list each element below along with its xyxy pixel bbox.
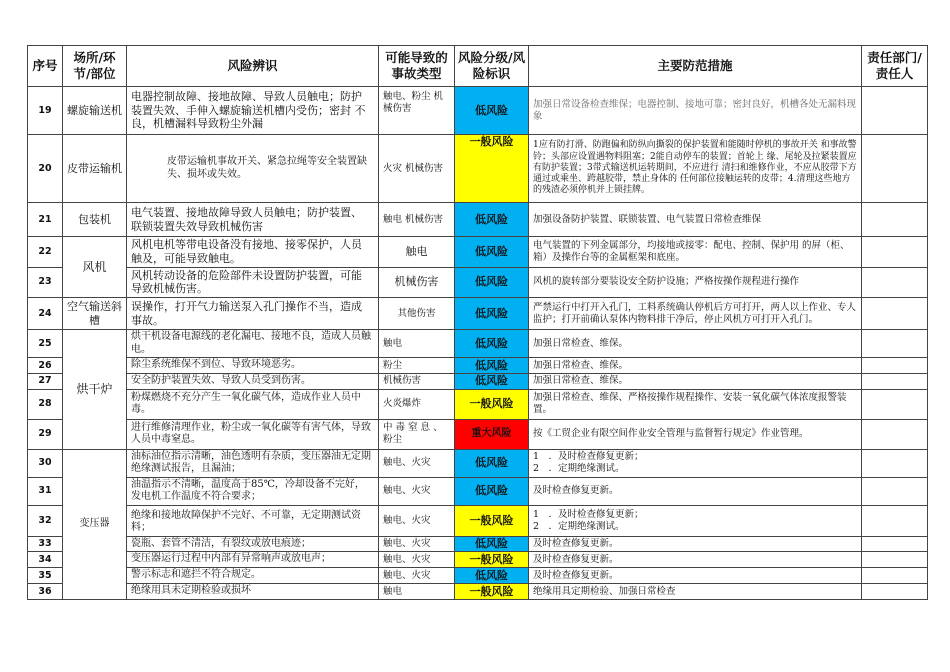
row-level: 低风险 (455, 568, 529, 584)
header-risk: 风险辨识 (127, 46, 379, 87)
table-header-row (28, 46, 928, 87)
row-no: 23 (28, 267, 63, 298)
row-risk: 烘干机设备电源线的老化漏电、接地不良，造成人员触电。 (127, 330, 379, 358)
row-risk: 除尘系统维保不到位、导致环境恶劣。 (127, 358, 379, 374)
row-no: 24 (28, 298, 63, 330)
row-measures: 加强日常检查、维保。 (529, 358, 862, 374)
row-risk: 电气装置、接地故障导致人员触电；防护装置、 联锁装置失效导致机械伤害 (127, 203, 379, 237)
row-dept (862, 135, 928, 203)
row-level: 低风险 (455, 477, 529, 505)
row-measures: 严禁运行中打开入孔门，工料系统确认停机后方可打开，两人以上作业、专人监护；打开前确认泵体内物料排干净后，停止风机方可打开入孔门。 (529, 298, 862, 330)
row-dept (862, 358, 928, 374)
row-accident: 触电 (379, 330, 455, 358)
header-no: 序号 (28, 46, 63, 87)
row-place: 空气输送斜槽 (63, 298, 127, 330)
row-no: 31 (28, 477, 63, 505)
row-no: 25 (28, 330, 63, 358)
row-dept (862, 298, 928, 330)
table-row (28, 358, 928, 374)
row-accident: 粉尘 (379, 358, 455, 374)
row-level: 重大风险 (455, 419, 529, 449)
table-row (28, 419, 928, 449)
row-measures: 及时检查修复更新。 (529, 536, 862, 552)
row-risk: 电器控制故障、接地故障、导致人员触电；防护 装置失效、手伸入螺旋输送机槽内受伤；密封 不 良，机槽漏料导致粉尘外漏 (127, 87, 379, 135)
row-accident: 触电、火灾 (379, 536, 455, 552)
row-accident: 机械伤害 (379, 374, 455, 390)
row-level: 低风险 (455, 536, 529, 552)
row-accident: 中 毒 窒 息 、 粉尘 (379, 419, 455, 449)
table-row (28, 584, 928, 600)
risk-table (27, 45, 928, 600)
row-level: 低风险 (455, 298, 529, 330)
row-level: 一般风险 (455, 389, 529, 419)
table-row (28, 267, 928, 298)
row-place: 皮带运输机 (63, 135, 127, 203)
row-measures: 及时检查修复更新。 (529, 477, 862, 505)
row-no: 26 (28, 358, 63, 374)
row-risk: 误操作，打开气力输送泵入孔门操作不当，造成 事故。 (127, 298, 379, 330)
row-no: 28 (28, 389, 63, 419)
row-measures: 绝缘用具定期检验、加强日常检查 (529, 584, 862, 600)
row-risk: 风机转动设备的危险部件未设置防护装置，可能 导致机械伤害。 (127, 267, 379, 298)
row-risk: 绝缘和接地故障保护不完好、不可靠，无定期测试资料； (127, 505, 379, 536)
row-risk: 皮带运输机事故开关、紧急拉绳等安全装置缺失、损坏或失效。 (127, 135, 379, 203)
row-risk: 油标油位指示清晰，油色透明有杂质，变压器油无定期绝缘测试报告，且漏油； (127, 449, 379, 477)
row-risk: 粉煤燃烧不充分产生一氧化碳气体，造成作业人员中毒。 (127, 389, 379, 419)
row-risk: 瓷瓶、套管不清洁，有裂纹或放电痕迹； (127, 536, 379, 552)
row-no: 19 (28, 87, 63, 135)
table-row (28, 505, 928, 536)
table-row (28, 389, 928, 419)
row-accident: 触电、火灾 (379, 568, 455, 584)
row-accident: 火灾 机械伤害 (379, 135, 455, 203)
row-accident: 触电、火灾 (379, 449, 455, 477)
row-dept (862, 389, 928, 419)
row-accident: 触电、火灾 (379, 552, 455, 568)
row-dept (862, 505, 928, 536)
table-row (28, 477, 928, 505)
row-no: 27 (28, 374, 63, 390)
row-risk: 警示标志和遮拦不符合规定。 (127, 568, 379, 584)
row-accident: 触电、火灾 (379, 505, 455, 536)
row-risk: 油温指示不清晰，温度高于85℃，冷却设备不完好，发电机工作温度不符合要求； (127, 477, 379, 505)
table-row (28, 237, 928, 268)
row-place: 包装机 (63, 203, 127, 237)
row-accident: 触电、火灾 (379, 477, 455, 505)
row-dept (862, 374, 928, 390)
table-row (28, 536, 928, 552)
row-measures: 加强日常检查、维保。 (529, 374, 862, 390)
row-accident: 火炎爆炸 (379, 389, 455, 419)
table-row (28, 87, 928, 135)
table-row (28, 135, 928, 203)
row-dept (862, 87, 928, 135)
row-risk: 变压器运行过程中内部有异常响声或放电声； (127, 552, 379, 568)
row-risk: 绝缘用具未定期检验或损坏 (127, 584, 379, 600)
row-no: 36 (28, 584, 63, 600)
row-place: 螺旋输送机 (63, 87, 127, 135)
row-measures: 加强设备防护装置、联锁装置、电气装置日常检查维保 (529, 203, 862, 237)
table-row (28, 374, 928, 390)
row-measures: 及时检查修复更新。 (529, 552, 862, 568)
row-dept (862, 449, 928, 477)
row-level: 低风险 (455, 203, 529, 237)
row-no: 20 (28, 135, 63, 203)
row-measures: 风机的旋转部分要装设安全防护设施；严格按操作规程进行操作 (529, 267, 862, 298)
table-row (28, 330, 928, 358)
row-dept (862, 330, 928, 358)
row-level: 一般风险 (455, 135, 529, 203)
row-no: 35 (28, 568, 63, 584)
row-level: 低风险 (455, 237, 529, 268)
row-dept (862, 584, 928, 600)
row-measures: 电气装置的下列金属部分，均接地或接零：配电、控制、保护用 的屏（柜、箱）及操作台等的金属框架和底座。 (529, 237, 862, 268)
header-measures: 主要防范措施 (529, 46, 862, 87)
row-level: 低风险 (455, 330, 529, 358)
row-no: 33 (28, 536, 63, 552)
header-dept: 责任部门/责任人 (862, 46, 928, 87)
row-accident: 触电 (379, 584, 455, 600)
row-dept (862, 568, 928, 584)
row-measures: 加强日常检查、维保。 (529, 330, 862, 358)
row-measures: 按《工贸企业有限空间作业安全管理与监督暂行规定》作业管理。 (529, 419, 862, 449)
group-dryer: 烘干炉 (63, 330, 127, 450)
table-row (28, 298, 928, 330)
row-no: 21 (28, 203, 63, 237)
row-measures: 1应有防打滑、防跑偏和防纵向撕裂的保护装置和能随时停机的事故开关 和事故警铃；头部应设置遇物料阻塞；2能自动停车的装置；首轮上 缘、尾轮及拉紧装置应有防护装置；3带式输送机运转期间，不应进行 清扫和维修作业，不应从胶带下方通过或乘坐、跨越胶带，禁止身体的 任何部位接触运转的皮带；4.清理这些地方的残渣必须停机并上锁挂牌。 (529, 135, 862, 203)
row-accident: 触电 (379, 237, 455, 268)
row-measures: 加强日常设备检查维保；电器控制、接地可靠；密封良好，机槽各处无漏料现象 (529, 87, 862, 135)
row-accident: 触电 机械伤害 (379, 203, 455, 237)
row-level: 低风险 (455, 87, 529, 135)
row-level: 一般风险 (455, 505, 529, 536)
row-dept (862, 477, 928, 505)
row-level: 一般风险 (455, 584, 529, 600)
header-level: 风险分级/风险标识 (455, 46, 529, 87)
row-level: 低风险 (455, 358, 529, 374)
group-transformer: 变压器 (63, 449, 127, 600)
row-no: 34 (28, 552, 63, 568)
row-risk: 进行维修清理作业，粉尘或一氧化碳等有害气体，导致人员中毒窒息。 (127, 419, 379, 449)
row-no: 22 (28, 237, 63, 268)
row-dept (862, 536, 928, 552)
row-no: 29 (28, 419, 63, 449)
row-measures: 加强日常检查、维保、严格按操作规程操作、安装一氧化碳气体浓度报警装置。 (529, 389, 862, 419)
row-level: 一般风险 (455, 552, 529, 568)
row-accident: 机械伤害 (379, 267, 455, 298)
row-accident: 其他伤害 (379, 298, 455, 330)
table-row (28, 568, 928, 584)
row-no: 32 (28, 505, 63, 536)
header-accident: 可能导致的事故类型 (379, 46, 455, 87)
group-fan: 风机 (63, 237, 127, 298)
table-row (28, 203, 928, 237)
header-place: 场所/环节/部位 (63, 46, 127, 87)
row-level: 低风险 (455, 449, 529, 477)
row-accident: 触电、粉尘 机械伤害 (379, 87, 455, 135)
row-dept (862, 552, 928, 568)
row-dept (862, 267, 928, 298)
row-level: 低风险 (455, 267, 529, 298)
row-no: 30 (28, 449, 63, 477)
row-measures: 及时检查修复更新。 (529, 568, 862, 584)
row-level: 低风险 (455, 374, 529, 390)
row-dept (862, 203, 928, 237)
row-measures: 1 ．及时检查修复更新； 2 ．定期绝缘测试。 (529, 449, 862, 477)
table-row (28, 552, 928, 568)
table-row (28, 449, 928, 477)
row-measures: 1 ．及时检查修复更新； 2 ．定期绝缘测试。 (529, 505, 862, 536)
row-dept (862, 237, 928, 268)
row-risk: 风机电机等带电设备没有接地、接零保护，人员 触及，可能导致触电。 (127, 237, 379, 268)
row-dept (862, 419, 928, 449)
row-risk: 安全防护装置失效、导致人员受到伤害。 (127, 374, 379, 390)
